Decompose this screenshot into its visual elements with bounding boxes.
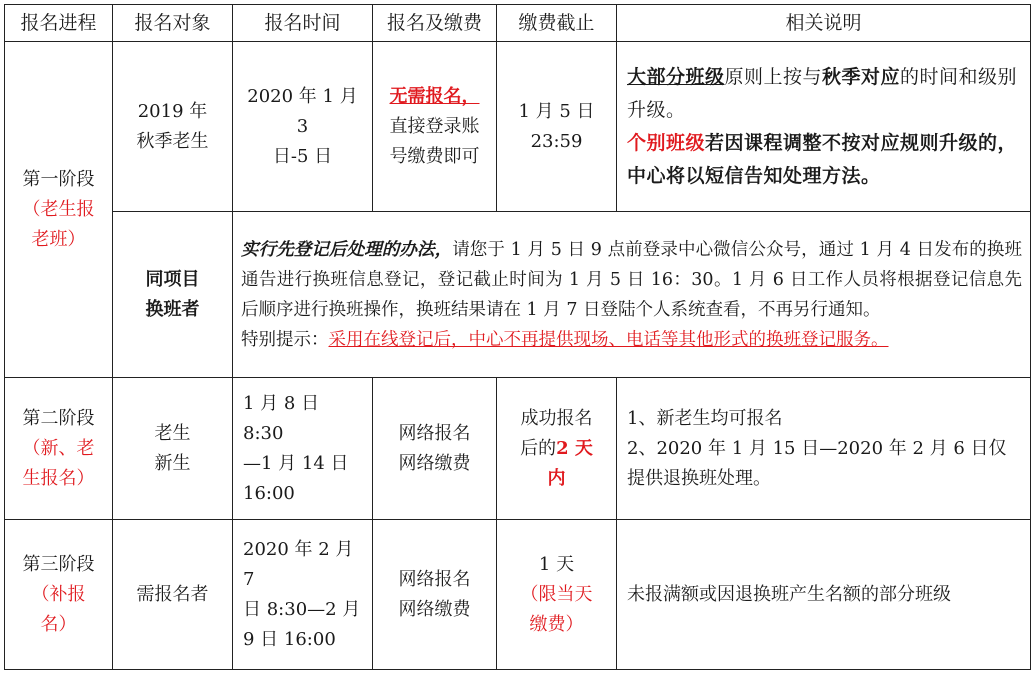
stage2-sub-line2: 生报名）	[22, 467, 95, 489]
tip-label: 特别提示：	[241, 329, 329, 350]
stage1-target-cell	[113, 42, 233, 212]
stage2-pay-cell	[373, 378, 497, 520]
two-days-highlight: 2 天	[556, 437, 593, 459]
header-time: 报名时间	[233, 5, 373, 42]
stage2-note-line2: 2、2020 年 1 月 15 日—2020 年 2 月 6 日仅提供退换班处理。	[627, 437, 1007, 489]
stage3-time-line1: 2020 年 2 月 7	[243, 538, 354, 590]
stage2-deadline-within: 内	[547, 467, 566, 489]
stage3-note-cell: 未报满额或因退换班产生名额的部分班级	[617, 520, 1031, 670]
stage3-target-cell: 需报名者	[113, 520, 233, 670]
stage3-deadline-line2: （限当天	[520, 583, 593, 605]
stage2-pay-line1: 网络报名	[398, 422, 471, 444]
stage1-deadline-cell	[497, 42, 617, 212]
stage1-pay-line2: 直接登录账	[389, 115, 480, 137]
stage3-deadline-line1: 1 天	[538, 553, 575, 575]
stage2-cell	[5, 378, 113, 520]
stage1-pay-cell	[373, 42, 497, 212]
stage2-note-cell	[617, 378, 1031, 520]
notice-lead: 实行先登记后处理的办法，	[241, 239, 453, 260]
stage3-time-cell	[233, 520, 373, 670]
stage1-time-cell	[233, 42, 373, 212]
stage3-deadline-cell	[497, 520, 617, 670]
no-registration-needed: 无需报名，	[389, 85, 480, 107]
stage3-name: 第三阶段	[22, 553, 95, 575]
stage2-target-cell	[113, 378, 233, 520]
note-text-c: 若因课程调整不按对应规则升级的，中心将以短信告知处理方法。	[627, 131, 1018, 187]
header-stage: 报名进程	[5, 5, 113, 42]
stage3-cell	[5, 520, 113, 670]
header-notes: 相关说明	[617, 5, 1031, 42]
stage2-deadline-line1: 成功报名	[520, 407, 593, 429]
note-autumn-match: 秋季对应	[822, 65, 901, 88]
stage2-name: 第二阶段	[22, 407, 95, 429]
stage2-pay-line2: 网络缴费	[398, 452, 471, 474]
stage2-deadline-line2: 后的	[520, 437, 557, 459]
table-row-stage1-a	[5, 42, 1031, 212]
note-text-a: 原则上按与	[724, 65, 823, 88]
stage1-cell	[5, 42, 113, 378]
stage1-transfer-target-cell	[113, 212, 233, 378]
stage2-note-line1: 1、新老生均可报名	[627, 407, 783, 429]
stage2-target-line2: 新生	[154, 452, 191, 474]
stage2-sub-line1: （新、老	[22, 437, 95, 459]
table-row-stage2	[5, 378, 1031, 520]
stage2-time-line3: 16:00	[243, 482, 295, 504]
stage3-deadline-line3: 缴费）	[529, 613, 584, 635]
transfer-target-line1: 同项目	[145, 268, 200, 290]
stage3-sub-line1: （补报	[31, 583, 86, 605]
header-deadline: 缴费截止	[497, 5, 617, 42]
notice-body: 请您于 1 月 5 日 9 点前登录中心微信公众号，通过 1 月 4 日发布的换班通告进行换班信息登记，登记截止时间为 1 月 5 日 16：30。1 月 6 日工作人员将根据登记信息先后顺序进行换班操作，换班结果请在 1 月 7 日登陆个人系统查看，不再另行通知。	[241, 239, 1023, 320]
stage1-deadline-line1: 1 月 5 日	[518, 100, 595, 122]
stage1-deadline-line2: 23:59	[530, 130, 583, 152]
stage2-time-cell	[233, 378, 373, 520]
stage3-time-line3: 9 日 16:00	[243, 628, 336, 650]
stage3-pay-cell	[373, 520, 497, 670]
transfer-notice-cell	[233, 212, 1031, 378]
stage1-time-line1: 2020 年 1 月 3	[247, 85, 358, 137]
table-row-stage1-b	[5, 212, 1031, 378]
header-row	[5, 5, 1031, 42]
header-payment: 报名及缴费	[373, 5, 497, 42]
stage1-pay-line3: 号缴费即可	[389, 145, 480, 167]
registration-schedule-table	[4, 4, 1031, 670]
stage3-sub-line2: 名）	[40, 613, 77, 635]
stage1-name: 第一阶段	[22, 168, 95, 190]
stage1-note-cell	[617, 42, 1031, 212]
stage2-target-line1: 老生	[154, 422, 191, 444]
note-individual-classes: 个别班级	[627, 131, 706, 154]
header-target: 报名对象	[113, 5, 233, 42]
stage2-time-line1: 1 月 8 日 8:30	[243, 392, 320, 444]
note-text-b: 的时间和级别升级。	[627, 65, 1018, 121]
stage2-deadline-cell	[497, 378, 617, 520]
stage3-time-line2: 日 8:30—2 月	[243, 598, 361, 620]
stage2-time-line2: —1 月 14 日	[243, 452, 349, 474]
transfer-target-line2: 换班者	[145, 298, 200, 320]
stage1-target-line1: 2019 年	[137, 100, 208, 122]
stage3-pay-line2: 网络缴费	[398, 598, 471, 620]
stage1-sub: （老生报老班）	[22, 198, 95, 250]
tip-warning: 采用在线登记后，中心不再提供现场、电话等其他形式的换班登记服务。	[328, 329, 889, 350]
note-most-classes: 大部分班级	[627, 65, 725, 88]
stage3-pay-line1: 网络报名	[398, 568, 471, 590]
stage1-target-line2: 秋季老生	[136, 130, 209, 152]
stage1-time-line2: 日-5 日	[272, 145, 333, 167]
table-row-stage3	[5, 520, 1031, 670]
